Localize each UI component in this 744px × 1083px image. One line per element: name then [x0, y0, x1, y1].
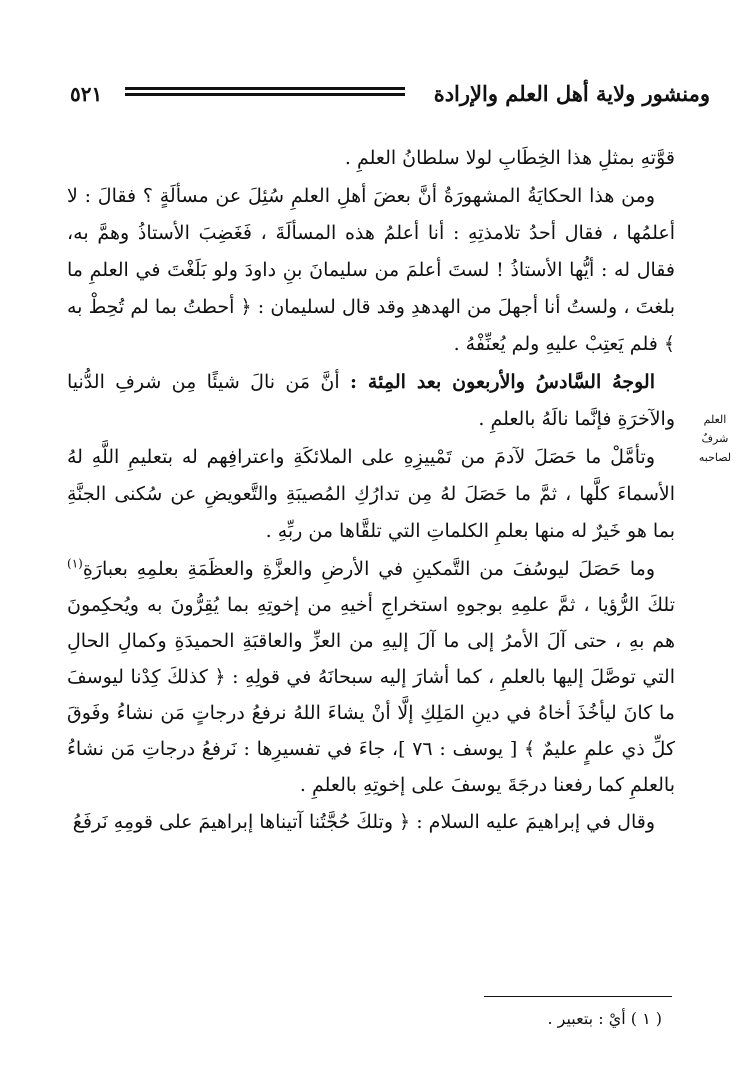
header-rule-line: [125, 87, 405, 90]
header-double-rule: [125, 87, 405, 99]
margin-note-line: لصاحبه: [698, 451, 732, 464]
paragraph: [67, 804, 675, 841]
body-text: [67, 140, 675, 842]
paragraph-text: ومن هذا الحكايَةُ المشهورَةُ أنَّ بعضَ أهلِ العلمِ سُئِلَ عن مسألَةٍ ؟ فقالَ : لا أعلمُها ، فقال أحدُ تلامذتِهِ : أنا أعلمُ هذه المسألَةَ ، فَغَضِبَ الأستاذُ وهمَّ به، فقال له : أيُّها الأستاذُ ! لستَ أعلمَ من سليمانَ بنِ داودَ ولو بَلَغْتَ في العلمِ ما بلغتَ ، ولستُ أنا أجهلَ من الهدهدِ وقد قال لسليمان : ﴿ أحطتُ بما لم تُحِطْ به ﴾ فلم يَعتِبْ عليهِ ولم يُعنِّفْهُ .: [67, 185, 675, 355]
margin-note: [692, 410, 738, 467]
paragraph-text: قوَّتهِ بمثلِ هذا الخِطَابِ لولا سلطانُ العلمِ .: [344, 147, 675, 169]
margin-note-line: العلم: [703, 413, 727, 426]
running-title: ومنشور ولاية أهل العلم والإرادة: [433, 81, 710, 106]
paragraph-text: تلكَ الرُّؤيا ، ثمَّ علمِهِ بوجوهِ استخراجِ أخيهِ من إخوتِهِ بما يُقِرُّونَ به ويُحكِمونَ هم بهِ ، حتى آلَ الأمرُ إلى ما آلَ إليهِ من العزِّ والعاقبَةِ الحميدَةِ وكمالِ الحالِ التي توصَّلَ إليها بالعلمِ ، كما أشارَ إليه سبحانَهُ في قولِهِ : ﴿ كذلكَ كِدْنا ليوسفَ ما كانَ ليأخُذَ أخاهُ في دينِ المَلِكِ إلَّا أنْ يشاءَ اللهُ نرفعُ درجاتٍ مَن نشاءُ وفَوقَ كلِّ ذي علمٍ عليمٌ ﴾ [ يوسف : ٧٦ ]، جاءَ في تفسيرِها : نَرفعُ درجاتِ مَن نشاءُ بالعلمِ كما رفعنا درجَةَ يوسفَ على إخوتِهِ بالعلمِ .: [67, 594, 675, 796]
paragraph: [67, 551, 675, 803]
footnote-marker[interactable]: (١): [67, 556, 83, 571]
paragraph: [67, 178, 675, 363]
paragraph: [67, 140, 675, 177]
paragraph-text: وما حَصَلَ ليوسُفَ من التَّمكينِ في الأرضِ والعزَّةِ والعظَمَةِ بعلمِهِ بعبارَةِ: [82, 558, 655, 580]
paragraph-text: وقال في إبراهيمَ عليه السلام : ﴿ وتلكَ حُجَّتُنا آتيناها إبراهيمَ على قومِهِ نَرفَعُ: [72, 811, 655, 833]
margin-note-line: شرفٌ: [701, 432, 729, 445]
paragraph: [67, 439, 675, 550]
paragraph-text: أنَّ مَن نالَ شيئًا مِن شرفِ الدُّنيا والآخرَةِ فإنَّما نالَهُ بالعلمِ .: [67, 371, 675, 430]
running-header: [70, 80, 710, 120]
footnote-separator: [484, 996, 672, 997]
page-number: ٥٢١: [70, 82, 103, 106]
paragraph: [67, 364, 675, 438]
paragraph-text: وتأمَّلْ ما حَصَلَ لآدمَ من تَمْييزِهِ على الملائكَةِ واعترافِهم له بتعليمِ اللَّهِ لهُ الأسماءَ كلَّها ، ثمَّ ما حَصَلَ لهُ مِن تدارُكِ المُصيبَةِ والتَّعويضِ عن سُكنى الجنَّةِ بما هو خَيرٌ له منها بعلمِ الكلماتِ التي تلقَّاها من ربِّهِ .: [67, 446, 675, 542]
footnote: ( ١ ) أيْ : بتعبير .: [547, 1009, 662, 1028]
header-rule-line: [125, 93, 405, 96]
section-heading: الوجهُ السَّادسُ والأربعون بعد المِئة :: [349, 371, 655, 393]
